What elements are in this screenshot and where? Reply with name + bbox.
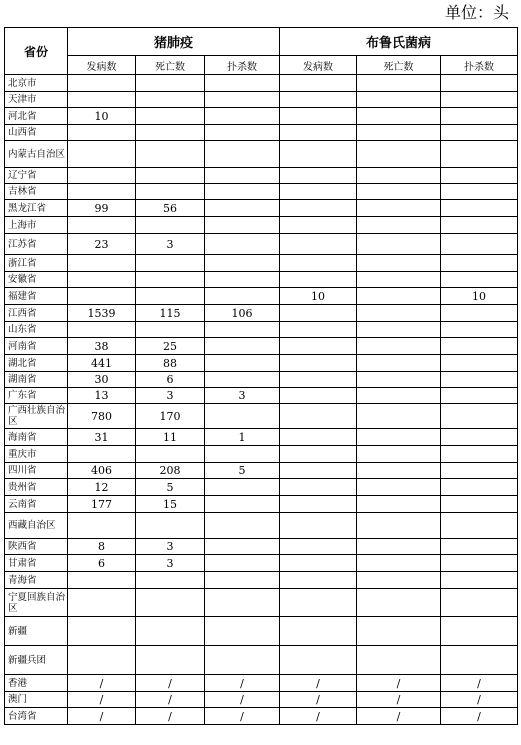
value-cell: 208 xyxy=(136,463,205,479)
value-cell xyxy=(357,429,441,446)
value-cell xyxy=(357,322,441,338)
value-cell: 6 xyxy=(68,555,136,572)
value-cell xyxy=(280,217,357,234)
value-cell xyxy=(441,255,518,272)
value-cell xyxy=(205,404,280,429)
value-cell xyxy=(280,589,357,617)
province-cell: 辽宁省 xyxy=(5,168,68,184)
value-cell xyxy=(280,168,357,184)
value-cell xyxy=(441,355,518,372)
province-cell: 新疆 xyxy=(5,617,68,646)
value-cell: 11 xyxy=(136,429,205,446)
table-row xyxy=(5,217,518,234)
value-cell: 1539 xyxy=(68,305,136,322)
disease-header-swine-pasteurellosis: 猪肺疫 xyxy=(68,28,280,56)
value-cell: 23 xyxy=(68,234,136,255)
province-cell: 宁夏回族自治区 xyxy=(5,589,68,617)
value-cell xyxy=(205,372,280,388)
value-cell xyxy=(205,589,280,617)
value-cell: 5 xyxy=(136,479,205,496)
value-cell: 10 xyxy=(441,288,518,305)
province-cell: 广西壮族自治区 xyxy=(5,404,68,429)
province-cell: 青海省 xyxy=(5,572,68,589)
table-row xyxy=(5,404,518,429)
table-row xyxy=(5,446,518,463)
table-row xyxy=(5,572,518,589)
value-cell xyxy=(441,125,518,141)
table-row xyxy=(5,234,518,255)
table-row xyxy=(5,388,518,404)
value-cell xyxy=(68,288,136,305)
table-row xyxy=(5,200,518,217)
value-cell: 441 xyxy=(68,355,136,372)
value-cell xyxy=(136,617,205,646)
value-cell xyxy=(205,513,280,539)
province-cell: 贵州省 xyxy=(5,479,68,496)
value-cell: 56 xyxy=(136,200,205,217)
value-cell xyxy=(68,272,136,288)
table-row xyxy=(5,168,518,184)
value-cell xyxy=(357,372,441,388)
value-cell: 15 xyxy=(136,496,205,513)
value-cell xyxy=(205,646,280,675)
value-cell xyxy=(357,572,441,589)
value-cell xyxy=(205,255,280,272)
value-cell xyxy=(205,338,280,355)
value-cell xyxy=(357,305,441,322)
metric-header-deaths: 死亡数 xyxy=(357,56,441,75)
province-cell: 湖北省 xyxy=(5,355,68,372)
value-cell: / xyxy=(205,708,280,725)
value-cell xyxy=(280,108,357,125)
value-cell xyxy=(441,184,518,200)
value-cell xyxy=(280,372,357,388)
value-cell xyxy=(136,255,205,272)
table-row xyxy=(5,646,518,675)
value-cell xyxy=(280,355,357,372)
table-row xyxy=(5,496,518,513)
value-cell xyxy=(280,322,357,338)
province-cell: 台湾省 xyxy=(5,708,68,725)
value-cell xyxy=(136,288,205,305)
value-cell xyxy=(205,496,280,513)
value-cell: 12 xyxy=(68,479,136,496)
province-cell: 安徽省 xyxy=(5,272,68,288)
value-cell xyxy=(441,446,518,463)
value-cell: 13 xyxy=(68,388,136,404)
value-cell xyxy=(136,322,205,338)
table-row xyxy=(5,184,518,200)
value-cell xyxy=(205,322,280,338)
value-cell xyxy=(136,75,205,92)
table-row xyxy=(5,75,518,92)
value-cell xyxy=(357,338,441,355)
disease-table xyxy=(4,27,518,725)
table-body xyxy=(5,75,518,725)
value-cell xyxy=(357,513,441,539)
value-cell: 170 xyxy=(136,404,205,429)
value-cell xyxy=(68,255,136,272)
value-cell xyxy=(280,429,357,446)
value-cell: 177 xyxy=(68,496,136,513)
province-cell: 海南省 xyxy=(5,429,68,446)
value-cell xyxy=(441,322,518,338)
value-cell xyxy=(136,446,205,463)
value-cell xyxy=(357,75,441,92)
value-cell xyxy=(136,141,205,168)
value-cell xyxy=(357,539,441,555)
value-cell: 30 xyxy=(68,372,136,388)
value-cell xyxy=(357,234,441,255)
value-cell xyxy=(205,141,280,168)
value-cell xyxy=(441,338,518,355)
province-cell: 重庆市 xyxy=(5,446,68,463)
value-cell xyxy=(280,338,357,355)
value-cell: / xyxy=(441,675,518,692)
value-cell xyxy=(280,479,357,496)
value-cell xyxy=(441,92,518,108)
value-cell xyxy=(68,589,136,617)
value-cell xyxy=(357,217,441,234)
value-cell xyxy=(441,513,518,539)
value-cell xyxy=(280,92,357,108)
value-cell xyxy=(357,141,441,168)
value-cell: 3 xyxy=(136,539,205,555)
value-cell xyxy=(205,217,280,234)
province-cell: 陕西省 xyxy=(5,539,68,555)
value-cell: 31 xyxy=(68,429,136,446)
province-cell: 河北省 xyxy=(5,108,68,125)
value-cell xyxy=(205,272,280,288)
value-cell: 3 xyxy=(136,388,205,404)
province-cell: 四川省 xyxy=(5,463,68,479)
metric-header-culled: 扑杀数 xyxy=(205,56,280,75)
value-cell xyxy=(357,168,441,184)
province-cell: 广东省 xyxy=(5,388,68,404)
value-cell xyxy=(280,200,357,217)
value-cell xyxy=(441,234,518,255)
province-cell: 云南省 xyxy=(5,496,68,513)
value-cell xyxy=(68,125,136,141)
value-cell: 10 xyxy=(68,108,136,125)
table-row xyxy=(5,141,518,168)
value-cell xyxy=(280,305,357,322)
table-row xyxy=(5,92,518,108)
value-cell: 5 xyxy=(205,463,280,479)
province-cell: 内蒙古自治区 xyxy=(5,141,68,168)
value-cell xyxy=(280,572,357,589)
value-cell xyxy=(357,355,441,372)
value-cell xyxy=(357,617,441,646)
value-cell xyxy=(280,463,357,479)
value-cell: 8 xyxy=(68,539,136,555)
value-cell: / xyxy=(441,692,518,708)
table-row xyxy=(5,675,518,692)
table-row xyxy=(5,108,518,125)
unit-label: 单位：头 xyxy=(444,3,509,22)
metric-header-cases: 发病数 xyxy=(280,56,357,75)
table-row xyxy=(5,322,518,338)
value-cell xyxy=(68,92,136,108)
value-cell: 38 xyxy=(68,338,136,355)
value-cell xyxy=(441,272,518,288)
table-row xyxy=(5,479,518,496)
value-cell xyxy=(205,108,280,125)
table-row xyxy=(5,429,518,446)
value-cell: 3 xyxy=(205,388,280,404)
value-cell xyxy=(68,75,136,92)
province-header: 省份 xyxy=(5,28,68,75)
province-cell: 吉林省 xyxy=(5,184,68,200)
value-cell xyxy=(68,168,136,184)
value-cell xyxy=(280,184,357,200)
metric-header-deaths: 死亡数 xyxy=(136,56,205,75)
value-cell xyxy=(205,446,280,463)
value-cell: 1 xyxy=(205,429,280,446)
value-cell xyxy=(357,272,441,288)
value-cell xyxy=(357,108,441,125)
value-cell xyxy=(357,388,441,404)
value-cell xyxy=(357,555,441,572)
value-cell: 88 xyxy=(136,355,205,372)
value-cell xyxy=(205,125,280,141)
province-cell: 湖南省 xyxy=(5,372,68,388)
value-cell xyxy=(357,589,441,617)
value-cell xyxy=(357,463,441,479)
value-cell xyxy=(205,572,280,589)
value-cell xyxy=(205,539,280,555)
value-cell xyxy=(441,589,518,617)
value-cell xyxy=(280,125,357,141)
value-cell xyxy=(136,272,205,288)
value-cell xyxy=(441,479,518,496)
value-cell xyxy=(205,288,280,305)
value-cell xyxy=(441,572,518,589)
value-cell: 406 xyxy=(68,463,136,479)
value-cell xyxy=(441,168,518,184)
value-cell xyxy=(68,322,136,338)
value-cell xyxy=(441,217,518,234)
province-cell: 北京市 xyxy=(5,75,68,92)
value-cell xyxy=(68,617,136,646)
value-cell xyxy=(357,288,441,305)
value-cell: 780 xyxy=(68,404,136,429)
value-cell xyxy=(357,184,441,200)
disease-header-brucellosis: 布鲁氏菌病 xyxy=(280,28,518,56)
province-cell: 上海市 xyxy=(5,217,68,234)
value-cell xyxy=(68,572,136,589)
table-row xyxy=(5,272,518,288)
value-cell xyxy=(68,141,136,168)
value-cell xyxy=(441,372,518,388)
value-cell xyxy=(68,513,136,539)
value-cell xyxy=(280,75,357,92)
table-row xyxy=(5,692,518,708)
value-cell: / xyxy=(280,692,357,708)
value-cell xyxy=(357,125,441,141)
value-cell xyxy=(68,446,136,463)
value-cell xyxy=(205,479,280,496)
value-cell: 3 xyxy=(136,555,205,572)
value-cell xyxy=(357,404,441,429)
value-cell xyxy=(205,92,280,108)
province-cell: 西藏自治区 xyxy=(5,513,68,539)
province-cell: 香港 xyxy=(5,675,68,692)
value-cell xyxy=(280,388,357,404)
value-cell xyxy=(441,429,518,446)
value-cell: / xyxy=(136,708,205,725)
value-cell xyxy=(280,496,357,513)
value-cell xyxy=(280,272,357,288)
table-row xyxy=(5,708,518,725)
table-row xyxy=(5,617,518,646)
value-cell: / xyxy=(68,692,136,708)
province-cell: 山西省 xyxy=(5,125,68,141)
value-cell xyxy=(357,255,441,272)
value-cell: / xyxy=(280,708,357,725)
value-cell xyxy=(441,141,518,168)
value-cell xyxy=(280,646,357,675)
table-row xyxy=(5,589,518,617)
table-row xyxy=(5,338,518,355)
value-cell: / xyxy=(136,692,205,708)
province-cell: 新疆兵团 xyxy=(5,646,68,675)
value-cell xyxy=(68,217,136,234)
value-cell xyxy=(441,305,518,322)
table-row xyxy=(5,539,518,555)
province-cell: 天津市 xyxy=(5,92,68,108)
value-cell: / xyxy=(205,692,280,708)
value-cell: 6 xyxy=(136,372,205,388)
value-cell: / xyxy=(205,675,280,692)
value-cell xyxy=(357,496,441,513)
province-cell: 福建省 xyxy=(5,288,68,305)
table-row xyxy=(5,513,518,539)
value-cell: 10 xyxy=(280,288,357,305)
province-cell: 江西省 xyxy=(5,305,68,322)
value-cell xyxy=(136,572,205,589)
value-cell xyxy=(441,555,518,572)
value-cell xyxy=(280,141,357,168)
value-cell xyxy=(441,388,518,404)
value-cell xyxy=(136,184,205,200)
value-cell xyxy=(280,234,357,255)
value-cell xyxy=(205,355,280,372)
value-cell xyxy=(441,496,518,513)
value-cell xyxy=(280,255,357,272)
value-cell xyxy=(280,446,357,463)
value-cell xyxy=(136,92,205,108)
table-row xyxy=(5,372,518,388)
value-cell: / xyxy=(357,675,441,692)
table-row xyxy=(5,305,518,322)
value-cell xyxy=(357,646,441,675)
metric-header-culled: 扑杀数 xyxy=(441,56,518,75)
value-cell xyxy=(136,513,205,539)
value-cell xyxy=(205,234,280,255)
value-cell: 99 xyxy=(68,200,136,217)
value-cell xyxy=(136,108,205,125)
value-cell xyxy=(357,200,441,217)
value-cell: / xyxy=(280,675,357,692)
value-cell: / xyxy=(441,708,518,725)
value-cell xyxy=(280,513,357,539)
value-cell xyxy=(357,92,441,108)
value-cell: / xyxy=(357,692,441,708)
metric-header-cases: 发病数 xyxy=(68,56,136,75)
value-cell xyxy=(205,184,280,200)
value-cell xyxy=(280,617,357,646)
table-row xyxy=(5,463,518,479)
value-cell xyxy=(205,617,280,646)
value-cell xyxy=(68,646,136,675)
value-cell xyxy=(68,184,136,200)
value-cell xyxy=(136,217,205,234)
value-cell: / xyxy=(136,675,205,692)
value-cell xyxy=(136,589,205,617)
value-cell xyxy=(441,646,518,675)
value-cell xyxy=(136,168,205,184)
province-cell: 澳门 xyxy=(5,692,68,708)
value-cell xyxy=(205,168,280,184)
value-cell xyxy=(441,539,518,555)
value-cell: 106 xyxy=(205,305,280,322)
value-cell xyxy=(441,200,518,217)
value-cell xyxy=(205,555,280,572)
table-row xyxy=(5,125,518,141)
value-cell xyxy=(441,75,518,92)
value-cell: / xyxy=(68,675,136,692)
value-cell xyxy=(136,646,205,675)
value-cell: 115 xyxy=(136,305,205,322)
table-row xyxy=(5,555,518,572)
value-cell xyxy=(280,555,357,572)
table-row xyxy=(5,255,518,272)
value-cell xyxy=(357,446,441,463)
province-cell: 山东省 xyxy=(5,322,68,338)
value-cell xyxy=(136,125,205,141)
value-cell xyxy=(205,75,280,92)
value-cell: 3 xyxy=(136,234,205,255)
value-cell xyxy=(280,539,357,555)
value-cell xyxy=(441,404,518,429)
value-cell xyxy=(441,108,518,125)
table-row xyxy=(5,355,518,372)
value-cell xyxy=(357,479,441,496)
value-cell xyxy=(441,617,518,646)
province-cell: 浙江省 xyxy=(5,255,68,272)
value-cell: 25 xyxy=(136,338,205,355)
value-cell xyxy=(205,200,280,217)
table-row xyxy=(5,288,518,305)
province-cell: 甘肃省 xyxy=(5,555,68,572)
province-cell: 黑龙江省 xyxy=(5,200,68,217)
province-cell: 江苏省 xyxy=(5,234,68,255)
value-cell: / xyxy=(68,708,136,725)
value-cell xyxy=(280,404,357,429)
value-cell: / xyxy=(357,708,441,725)
province-cell: 河南省 xyxy=(5,338,68,355)
value-cell xyxy=(441,463,518,479)
